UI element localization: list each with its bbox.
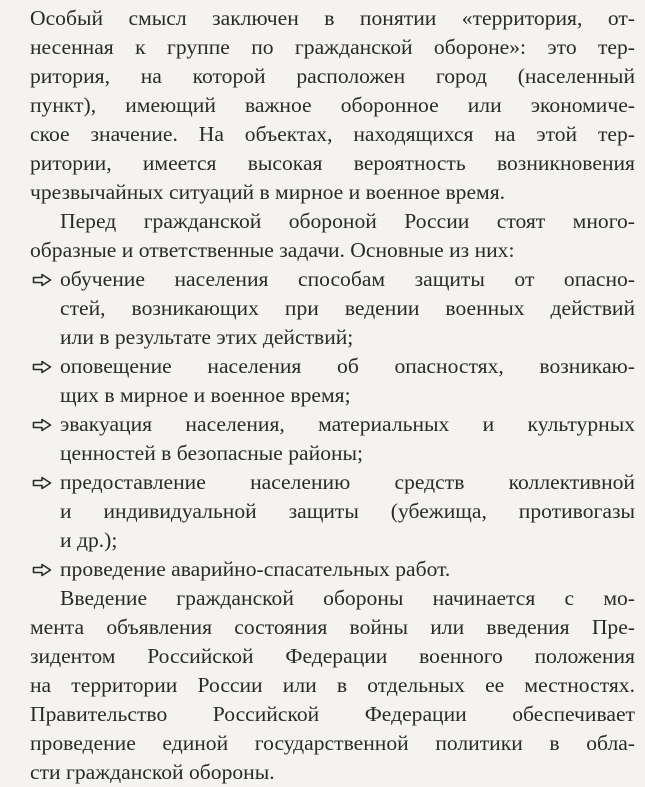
text-line: эвакуация населения, материальных и культурных xyxy=(60,412,635,436)
text-line: чрезвычайных ситуаций в мирное и военное время. xyxy=(30,180,506,204)
paragraph xyxy=(30,207,635,265)
text-line: Правительство Российской Федерации обеспечивает xyxy=(30,702,635,726)
text-line: образные и ответственные задачи. Основные из них: xyxy=(30,238,515,262)
text-line: пункт), имеющий важное оборонное или экономиче- xyxy=(30,93,635,117)
text-line: обучение населения способам защиты от опасно- xyxy=(60,267,635,291)
text-line: на территории России или в отдельных ее местностях. xyxy=(30,673,635,697)
text-line: мента объявления состояния войны или введения Пре- xyxy=(30,615,635,639)
text-line: ценностей в безопасные районы; xyxy=(60,441,364,465)
text-line: стей, возникающих при ведении военных действий xyxy=(60,296,635,320)
text-line: несенная к группе по гражданской обороне»: это тер- xyxy=(30,35,635,59)
text-line: ское значение. На объектах, находящихся на этой тер- xyxy=(30,122,635,146)
arrow-bullet-icon xyxy=(32,360,52,374)
text-line: или в результате этих действий; xyxy=(60,325,354,349)
list-item xyxy=(30,265,635,352)
arrow-bullet-icon xyxy=(32,476,52,490)
text-line: и др.); xyxy=(60,528,118,552)
text-line: ритории, имеется высокая вероятность возникновения xyxy=(30,151,635,175)
text-line: Перед гражданской обороной России стоят много- xyxy=(60,209,635,233)
paragraph xyxy=(30,4,635,207)
text-line: сти гражданской обороны. xyxy=(30,760,275,784)
arrow-bullet-icon xyxy=(32,273,52,287)
list-item xyxy=(30,410,635,468)
text-line: предоставление населению средств коллективной xyxy=(60,470,635,494)
text-line: оповещение населения об опасностях, возникаю- xyxy=(60,354,635,378)
text-line: и индивидуальной защиты (убежища, противогазы xyxy=(60,499,635,523)
text-line: Введение гражданской обороны начинается с мо- xyxy=(60,586,635,610)
text-line: проведение единой государственной политики в обла- xyxy=(30,731,635,755)
list-item xyxy=(30,555,635,584)
text-line: ритория, на которой расположен город (населенный xyxy=(30,64,635,88)
text-line: Особый смысл заключен в понятии «территория, от- xyxy=(30,6,635,30)
text-line: зидентом Российской Федерации военного положения xyxy=(30,644,635,668)
list-item xyxy=(30,352,635,410)
text-line: проведение аварийно-спасательных работ. xyxy=(60,557,451,581)
text-line: щих в мирное и военное время; xyxy=(60,383,351,407)
list-item xyxy=(30,468,635,555)
paragraph xyxy=(30,584,635,787)
arrow-bullet-icon xyxy=(32,563,52,577)
arrow-bullet-icon xyxy=(32,418,52,432)
